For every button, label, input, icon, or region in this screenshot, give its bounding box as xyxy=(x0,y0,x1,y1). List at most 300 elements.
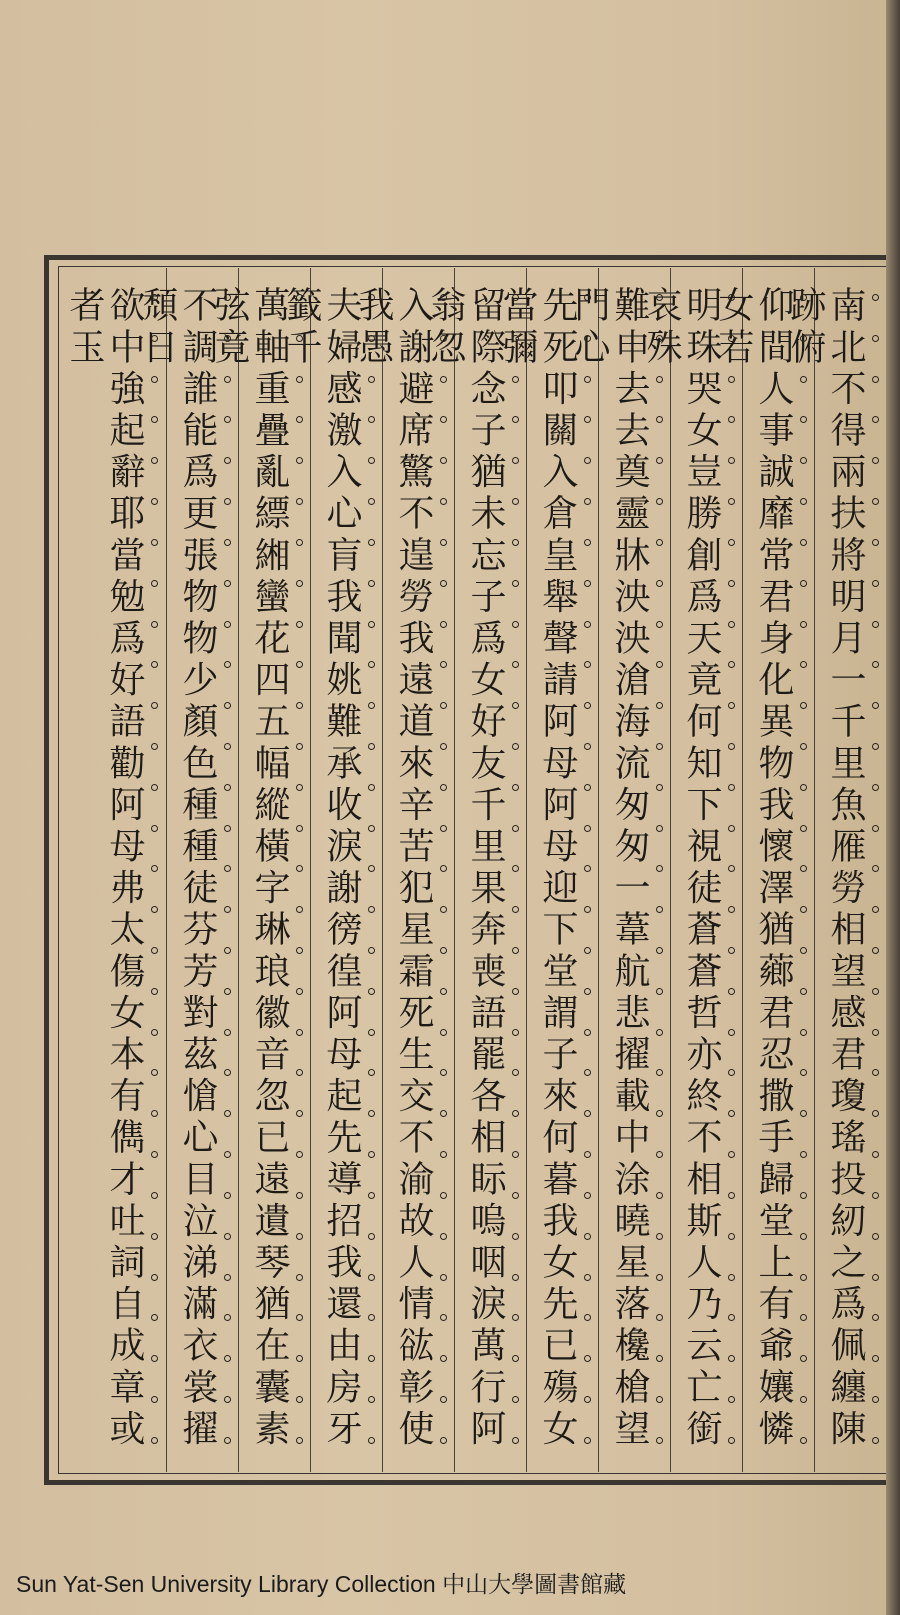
punctuation-mark xyxy=(872,743,879,750)
punctuation-mark xyxy=(872,1233,879,1240)
punctuation-mark xyxy=(440,1151,447,1158)
punctuation-mark xyxy=(656,1233,663,1240)
punctuation-mark xyxy=(656,825,663,832)
punctuation-mark xyxy=(656,416,663,423)
punctuation-mark xyxy=(440,621,447,628)
punctuation-mark xyxy=(368,498,375,505)
punctuation-mark xyxy=(656,1069,663,1076)
punctuation-mark xyxy=(584,498,591,505)
punctuation-mark xyxy=(151,947,158,954)
punctuation-mark xyxy=(872,702,879,709)
punctuation-mark xyxy=(656,1274,663,1281)
punctuation-mark xyxy=(224,661,231,668)
punctuation-mark xyxy=(584,335,591,342)
punctuation-mark xyxy=(800,1314,807,1321)
punctuation-mark xyxy=(224,1355,231,1362)
punctuation-mark xyxy=(296,1069,303,1076)
punctuation-mark xyxy=(800,621,807,628)
text-column xyxy=(785,268,886,1472)
punctuation-mark xyxy=(440,1396,447,1403)
punctuation-mark xyxy=(800,580,807,587)
punctuation-mark xyxy=(656,661,663,668)
punctuation-mark xyxy=(224,498,231,505)
punctuation-mark xyxy=(151,1396,158,1403)
punctuation-mark xyxy=(872,906,879,913)
punctuation-marks xyxy=(437,294,449,1444)
punctuation-mark xyxy=(800,1274,807,1281)
punctuation-mark xyxy=(151,1192,158,1199)
punctuation-mark xyxy=(440,1192,447,1199)
punctuation-mark xyxy=(296,1233,303,1240)
punctuation-mark xyxy=(368,1314,375,1321)
punctuation-mark xyxy=(584,1396,591,1403)
punctuation-mark xyxy=(872,498,879,505)
punctuation-mark xyxy=(368,702,375,709)
punctuation-mark xyxy=(872,1396,879,1403)
punctuation-mark xyxy=(800,335,807,342)
punctuation-mark xyxy=(151,784,158,791)
punctuation-mark xyxy=(368,1355,375,1362)
punctuation-mark xyxy=(224,294,231,301)
punctuation-mark xyxy=(584,1029,591,1036)
punctuation-mark xyxy=(800,539,807,546)
punctuation-mark xyxy=(151,1274,158,1281)
punctuation-mark xyxy=(728,988,735,995)
punctuation-mark xyxy=(296,416,303,423)
punctuation-mark xyxy=(224,457,231,464)
punctuation-mark xyxy=(872,1437,879,1444)
punctuation-mark xyxy=(151,1437,158,1444)
punctuation-mark xyxy=(872,947,879,954)
punctuation-mark xyxy=(512,1437,519,1444)
punctuation-mark xyxy=(512,1110,519,1117)
punctuation-mark xyxy=(584,1233,591,1240)
punctuation-mark xyxy=(512,1151,519,1158)
page-edge xyxy=(886,0,900,1615)
punctuation-mark xyxy=(224,376,231,383)
punctuation-mark xyxy=(224,825,231,832)
punctuation-mark xyxy=(440,498,447,505)
column-text: 仰間人事誠靡常君身化異物我懷澤猶薌君忍撒手歸堂上有爺孃憐女若 xyxy=(713,286,794,1451)
column-text: 留際念子猶未忘子爲女好友千里果奔喪語罷各相眎嗚咽淚萬行阿翁忽 xyxy=(425,286,506,1451)
punctuation-mark xyxy=(800,457,807,464)
punctuation-mark xyxy=(151,1029,158,1036)
punctuation-mark xyxy=(728,539,735,546)
punctuation-marks xyxy=(725,294,737,1444)
punctuation-mark xyxy=(512,1274,519,1281)
punctuation-mark xyxy=(151,661,158,668)
punctuation-mark xyxy=(151,743,158,750)
punctuation-mark xyxy=(584,1151,591,1158)
punctuation-mark xyxy=(224,865,231,872)
punctuation-marks xyxy=(148,294,160,1444)
punctuation-mark xyxy=(584,294,591,301)
punctuation-mark xyxy=(872,1274,879,1281)
punctuation-marks xyxy=(509,294,521,1444)
punctuation-mark xyxy=(440,294,447,301)
punctuation-mark xyxy=(800,1110,807,1117)
punctuation-mark xyxy=(800,865,807,872)
punctuation-mark xyxy=(656,1437,663,1444)
punctuation-mark xyxy=(656,702,663,709)
punctuation-mark xyxy=(368,539,375,546)
punctuation-mark xyxy=(800,1069,807,1076)
punctuation-mark xyxy=(368,1437,375,1444)
punctuation-mark xyxy=(151,376,158,383)
punctuation-mark xyxy=(151,498,158,505)
punctuation-mark xyxy=(872,1151,879,1158)
column-text: 萬軸重疊亂縹緗蠻花四五幅縱橫字琳琅徽音忽已遠遺琴猶在囊素弦竟 xyxy=(209,286,290,1451)
text-column xyxy=(497,268,598,1472)
punctuation-mark xyxy=(440,906,447,913)
punctuation-mark xyxy=(512,539,519,546)
punctuation-mark xyxy=(656,743,663,750)
punctuation-mark xyxy=(800,988,807,995)
punctuation-mark xyxy=(440,1233,447,1240)
punctuation-mark xyxy=(368,1069,375,1076)
punctuation-mark xyxy=(151,1233,158,1240)
punctuation-mark xyxy=(512,825,519,832)
punctuation-mark xyxy=(512,906,519,913)
punctuation-mark xyxy=(656,335,663,342)
punctuation-mark xyxy=(512,294,519,301)
punctuation-mark xyxy=(728,947,735,954)
punctuation-mark xyxy=(296,1437,303,1444)
punctuation-mark xyxy=(800,1151,807,1158)
punctuation-mark xyxy=(584,1437,591,1444)
punctuation-mark xyxy=(368,416,375,423)
column-text: 南北不得兩扶將明月一千里魚雁勞相望感君瓊瑤投紉之爲佩纏陳跡俯 xyxy=(785,286,866,1451)
punctuation-mark xyxy=(151,539,158,546)
punctuation-mark xyxy=(368,1396,375,1403)
punctuation-marks xyxy=(365,294,377,1444)
punctuation-mark xyxy=(800,294,807,301)
punctuation-mark xyxy=(296,1151,303,1158)
punctuation-mark xyxy=(656,988,663,995)
punctuation-mark xyxy=(368,947,375,954)
punctuation-mark xyxy=(656,947,663,954)
punctuation-mark xyxy=(440,1314,447,1321)
punctuation-mark xyxy=(151,1110,158,1117)
punctuation-mark xyxy=(440,825,447,832)
punctuation-mark xyxy=(151,1314,158,1321)
punctuation-mark xyxy=(872,784,879,791)
column-text: 先死叩關入倉皇舉聲請阿母阿母迎下堂謂子來何暮我女先已殤女當彌 xyxy=(497,286,578,1451)
punctuation-mark xyxy=(584,947,591,954)
punctuation-mark xyxy=(584,580,591,587)
punctuation-mark xyxy=(728,784,735,791)
punctuation-mark xyxy=(151,1069,158,1076)
punctuation-mark xyxy=(440,988,447,995)
punctuation-mark xyxy=(296,702,303,709)
punctuation-mark xyxy=(656,580,663,587)
punctuation-mark xyxy=(584,1355,591,1362)
punctuation-mark xyxy=(296,1355,303,1362)
punctuation-mark xyxy=(584,661,591,668)
punctuation-mark xyxy=(224,621,231,628)
punctuation-mark xyxy=(872,1069,879,1076)
punctuation-mark xyxy=(800,1029,807,1036)
punctuation-mark xyxy=(728,1396,735,1403)
punctuation-mark xyxy=(512,1314,519,1321)
punctuation-mark xyxy=(728,294,735,301)
punctuation-mark xyxy=(440,784,447,791)
punctuation-mark xyxy=(584,743,591,750)
punctuation-mark xyxy=(440,580,447,587)
punctuation-mark xyxy=(224,906,231,913)
collection-caption: Sun Yat-Sen University Library Collection 中山大學圖書館藏 xyxy=(16,1571,627,1597)
punctuation-mark xyxy=(296,661,303,668)
punctuation-marks xyxy=(797,294,809,1444)
punctuation-mark xyxy=(296,1110,303,1117)
punctuation-mark xyxy=(800,702,807,709)
punctuation-mark xyxy=(800,1192,807,1199)
punctuation-mark xyxy=(440,947,447,954)
punctuation-mark xyxy=(800,1437,807,1444)
punctuation-mark xyxy=(656,294,663,301)
punctuation-mark xyxy=(512,743,519,750)
punctuation-mark xyxy=(584,865,591,872)
punctuation-mark xyxy=(656,498,663,505)
punctuation-mark xyxy=(656,621,663,628)
text-column xyxy=(209,268,310,1472)
punctuation-mark xyxy=(296,294,303,301)
punctuation-mark xyxy=(296,1029,303,1036)
punctuation-mark xyxy=(151,457,158,464)
punctuation-mark xyxy=(800,906,807,913)
punctuation-mark xyxy=(872,1355,879,1362)
punctuation-mark xyxy=(151,580,158,587)
punctuation-mark xyxy=(440,1274,447,1281)
punctuation-mark xyxy=(584,1192,591,1199)
punctuation-mark xyxy=(728,1151,735,1158)
text-column xyxy=(641,268,742,1472)
punctuation-mark xyxy=(440,376,447,383)
punctuation-mark xyxy=(656,1029,663,1036)
punctuation-mark xyxy=(296,906,303,913)
punctuation-mark xyxy=(872,621,879,628)
punctuation-mark xyxy=(368,1029,375,1036)
punctuation-mark xyxy=(800,825,807,832)
punctuation-marks xyxy=(869,294,881,1444)
punctuation-mark xyxy=(872,1110,879,1117)
punctuation-mark xyxy=(512,1233,519,1240)
punctuation-mark xyxy=(512,1192,519,1199)
punctuation-mark xyxy=(151,825,158,832)
punctuation-mark xyxy=(728,376,735,383)
punctuation-mark xyxy=(728,906,735,913)
punctuation-mark xyxy=(440,1069,447,1076)
punctuation-mark xyxy=(656,1355,663,1362)
punctuation-marks xyxy=(581,294,593,1444)
punctuation-mark xyxy=(584,1110,591,1117)
punctuation-mark xyxy=(296,457,303,464)
punctuation-mark xyxy=(368,865,375,872)
punctuation-marks xyxy=(221,294,233,1444)
punctuation-mark xyxy=(800,661,807,668)
punctuation-mark xyxy=(872,580,879,587)
punctuation-mark xyxy=(728,1274,735,1281)
punctuation-mark xyxy=(872,335,879,342)
punctuation-mark xyxy=(584,621,591,628)
punctuation-mark xyxy=(512,376,519,383)
punctuation-mark xyxy=(368,1110,375,1117)
punctuation-mark xyxy=(872,825,879,832)
punctuation-mark xyxy=(440,1029,447,1036)
text-columns xyxy=(60,268,886,1472)
punctuation-mark xyxy=(728,661,735,668)
text-column xyxy=(713,268,814,1472)
text-column xyxy=(569,268,670,1472)
punctuation-mark xyxy=(800,743,807,750)
punctuation-mark xyxy=(151,416,158,423)
punctuation-mark xyxy=(656,906,663,913)
punctuation-mark xyxy=(440,1355,447,1362)
column-text: 明珠哭女豈勝創爲天竟何知下視徒蒼蒼哲亦終不相斯人乃云亡銜哀殊 xyxy=(641,286,722,1451)
punctuation-mark xyxy=(296,743,303,750)
punctuation-mark xyxy=(440,702,447,709)
punctuation-mark xyxy=(584,416,591,423)
punctuation-mark xyxy=(512,988,519,995)
punctuation-mark xyxy=(224,1274,231,1281)
punctuation-mark xyxy=(728,1110,735,1117)
punctuation-mark xyxy=(656,539,663,546)
punctuation-mark xyxy=(584,906,591,913)
column-text: 難申去去奠靈牀泱泱滄海流匆匆一葦航悲擢載中涂曉星落欃槍望門心 xyxy=(569,286,650,1451)
punctuation-mark xyxy=(872,416,879,423)
punctuation-mark xyxy=(224,1110,231,1117)
column-text: 欲中強起辭耶當勉爲好語勸阿母弗太傷女本有儁才吐詞自成章或者玉 xyxy=(64,286,145,1451)
punctuation-mark xyxy=(728,743,735,750)
punctuation-mark xyxy=(584,376,591,383)
punctuation-mark xyxy=(296,865,303,872)
punctuation-mark xyxy=(440,743,447,750)
punctuation-mark xyxy=(728,825,735,832)
punctuation-mark xyxy=(800,1233,807,1240)
punctuation-mark xyxy=(656,376,663,383)
punctuation-mark xyxy=(512,416,519,423)
punctuation-mark xyxy=(296,498,303,505)
punctuation-mark xyxy=(800,498,807,505)
punctuation-mark xyxy=(656,865,663,872)
punctuation-mark xyxy=(368,1274,375,1281)
punctuation-mark xyxy=(224,580,231,587)
punctuation-mark xyxy=(368,1192,375,1199)
punctuation-mark xyxy=(656,784,663,791)
punctuation-mark xyxy=(728,1192,735,1199)
punctuation-mark xyxy=(296,825,303,832)
punctuation-mark xyxy=(800,947,807,954)
punctuation-mark xyxy=(440,335,447,342)
punctuation-mark xyxy=(440,865,447,872)
punctuation-mark xyxy=(872,865,879,872)
punctuation-mark xyxy=(440,1110,447,1117)
punctuation-mark xyxy=(224,1314,231,1321)
punctuation-mark xyxy=(584,988,591,995)
punctuation-mark xyxy=(728,457,735,464)
punctuation-mark xyxy=(368,580,375,587)
punctuation-mark xyxy=(584,1274,591,1281)
punctuation-mark xyxy=(728,1314,735,1321)
punctuation-mark xyxy=(872,1029,879,1036)
punctuation-mark xyxy=(872,376,879,383)
punctuation-mark xyxy=(800,1396,807,1403)
punctuation-mark xyxy=(872,988,879,995)
punctuation-mark xyxy=(440,539,447,546)
punctuation-mark xyxy=(512,498,519,505)
punctuation-mark xyxy=(368,457,375,464)
punctuation-mark xyxy=(512,865,519,872)
punctuation-mark xyxy=(296,1396,303,1403)
punctuation-mark xyxy=(224,743,231,750)
punctuation-mark xyxy=(224,1151,231,1158)
punctuation-mark xyxy=(224,416,231,423)
punctuation-mark xyxy=(656,1396,663,1403)
punctuation-marks xyxy=(293,294,305,1444)
punctuation-mark xyxy=(872,661,879,668)
punctuation-mark xyxy=(512,1355,519,1362)
punctuation-mark xyxy=(872,1314,879,1321)
punctuation-mark xyxy=(224,947,231,954)
punctuation-mark xyxy=(368,825,375,832)
text-column xyxy=(353,268,454,1472)
text-column xyxy=(137,268,238,1472)
text-column xyxy=(64,268,166,1472)
punctuation-mark xyxy=(151,294,158,301)
punctuation-mark xyxy=(368,906,375,913)
punctuation-mark xyxy=(800,1355,807,1362)
column-text: 不調誰能爲更張物物少顏色種種徒芬芳對茲愴心目泣涕滿衣裳擢頹日 xyxy=(137,286,218,1451)
column-text: 入謝避席驚不遑勞我遠道來辛苦犯星霜死生交不渝故人情谹彰使我愚 xyxy=(353,286,434,1451)
punctuation-mark xyxy=(872,1192,879,1199)
punctuation-mark xyxy=(728,865,735,872)
punctuation-mark xyxy=(224,1233,231,1240)
punctuation-mark xyxy=(224,335,231,342)
punctuation-mark xyxy=(728,702,735,709)
punctuation-mark xyxy=(656,457,663,464)
punctuation-mark xyxy=(224,702,231,709)
punctuation-mark xyxy=(368,294,375,301)
punctuation-mark xyxy=(296,580,303,587)
punctuation-mark xyxy=(368,376,375,383)
punctuation-mark xyxy=(728,416,735,423)
punctuation-mark xyxy=(151,906,158,913)
punctuation-mark xyxy=(728,1069,735,1076)
punctuation-mark xyxy=(512,1029,519,1036)
punctuation-mark xyxy=(224,539,231,546)
punctuation-mark xyxy=(656,1192,663,1199)
punctuation-mark xyxy=(656,1151,663,1158)
punctuation-mark xyxy=(440,457,447,464)
punctuation-mark xyxy=(584,825,591,832)
punctuation-mark xyxy=(728,1355,735,1362)
punctuation-mark xyxy=(296,376,303,383)
punctuation-mark xyxy=(368,743,375,750)
punctuation-mark xyxy=(440,1437,447,1444)
punctuation-mark xyxy=(368,335,375,342)
punctuation-mark xyxy=(296,621,303,628)
punctuation-mark xyxy=(151,988,158,995)
punctuation-mark xyxy=(368,621,375,628)
punctuation-mark xyxy=(584,702,591,709)
punctuation-mark xyxy=(512,702,519,709)
punctuation-mark xyxy=(800,784,807,791)
punctuation-mark xyxy=(584,1069,591,1076)
punctuation-mark xyxy=(656,1314,663,1321)
punctuation-mark xyxy=(584,539,591,546)
punctuation-mark xyxy=(512,947,519,954)
punctuation-mark xyxy=(512,457,519,464)
